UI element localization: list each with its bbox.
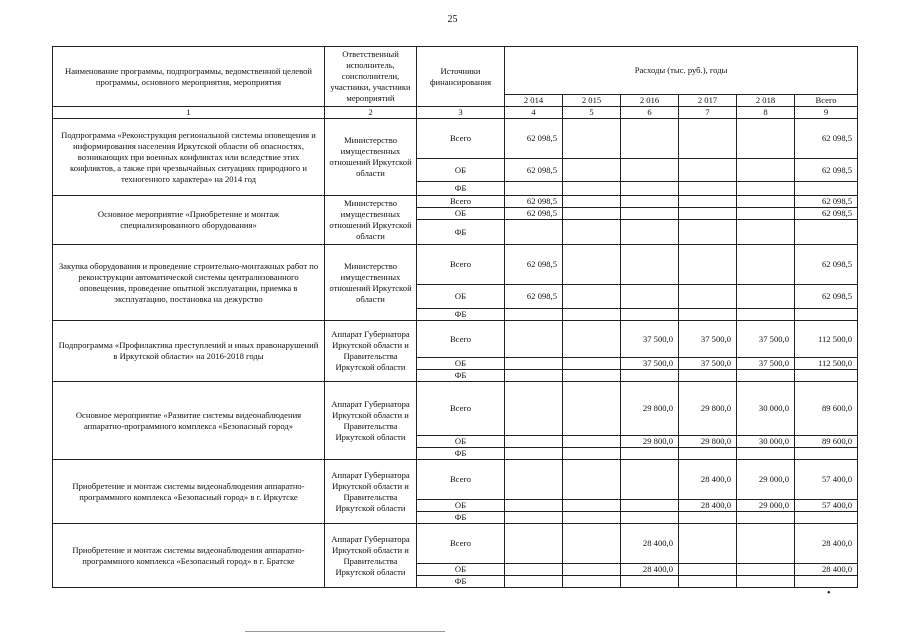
row-name: Приобретение и монтаж системы видеонаблюдения аппаратно-программного комплекса «Безопасный город» в г. Братске [53, 524, 325, 588]
row-year-value [505, 309, 563, 321]
row-name: Основное мероприятие «Приобретение и монтаж специализированного оборудования» [53, 196, 325, 245]
row-year-value [563, 512, 621, 524]
column-numbers-row [53, 107, 858, 119]
row-year-value [505, 500, 563, 512]
row-year-value [505, 321, 563, 358]
row-source: ОБ [417, 436, 505, 448]
header-responsible: Ответственный исполнитель, соисполнители, участники, участники мероприятий [325, 47, 417, 107]
row-responsible: Аппарат Губернатора Иркутской области и Правительства Иркутской области [325, 382, 417, 460]
row-year-value [737, 524, 795, 564]
row-year-value: 62 098,5 [505, 285, 563, 309]
row-name: Подпрограмма «Реконструкция региональной системы оповещения и информирования населения Иркутской области об опасностях, возникающих при военных конфликтах или вследствие этих конфликтов, а также при чрезвычайных ситуациях природного и техногенного характера» на 2014 год [53, 119, 325, 196]
row-responsible: Аппарат Губернатора Иркутской области и Правительства Иркутской области [325, 321, 417, 382]
row-year-value [563, 159, 621, 182]
row-year-value: 62 098,5 [505, 208, 563, 220]
row-year-value [621, 159, 679, 182]
scan-smudge [245, 631, 445, 632]
row-source: ОБ [417, 564, 505, 576]
row-total-value: 112 500,0 [795, 358, 858, 370]
row-year-value [621, 500, 679, 512]
row-year-value: 62 098,5 [505, 119, 563, 159]
row-source: ФБ [417, 512, 505, 524]
row-year-value [563, 309, 621, 321]
row-year-value [505, 448, 563, 460]
row-year-value [621, 309, 679, 321]
row-year-value [563, 524, 621, 564]
row-year-value [737, 448, 795, 460]
row-year-value [679, 512, 737, 524]
row-source: ОБ [417, 285, 505, 309]
row-year-value [737, 196, 795, 208]
row-year-value [621, 220, 679, 245]
row-year-value [621, 512, 679, 524]
row-source: ОБ [417, 500, 505, 512]
row-total-value [795, 220, 858, 245]
row-year-value [679, 448, 737, 460]
header-year: 2 018 [737, 95, 795, 107]
row-year-value [621, 460, 679, 500]
row-year-value [737, 564, 795, 576]
column-number: 7 [679, 107, 737, 119]
row-year-value: 37 500,0 [737, 321, 795, 358]
row-source: Всего [417, 196, 505, 208]
column-number: 8 [737, 107, 795, 119]
row-year-value: 37 500,0 [621, 358, 679, 370]
row-responsible: Аппарат Губернатора Иркутской области и Правительства Иркутской области [325, 524, 417, 588]
row-total-value: 62 098,5 [795, 285, 858, 309]
row-year-value [563, 285, 621, 309]
row-year-value: 29 800,0 [621, 382, 679, 436]
row-total-value [795, 512, 858, 524]
header-year: 2 015 [563, 95, 621, 107]
row-year-value: 62 098,5 [505, 245, 563, 285]
row-source: Всего [417, 460, 505, 500]
row-year-value [737, 182, 795, 196]
row-total-value [795, 370, 858, 382]
row-source: ФБ [417, 220, 505, 245]
row-year-value [563, 436, 621, 448]
row-year-value [505, 524, 563, 564]
row-year-value [563, 245, 621, 285]
table-row [53, 196, 858, 208]
row-year-value [679, 196, 737, 208]
row-responsible: Аппарат Губернатора Иркутской области и Правительства Иркутской области [325, 460, 417, 524]
header-expenses: Расходы (тыс. руб.), годы [505, 47, 858, 95]
row-total-value: 62 098,5 [795, 119, 858, 159]
row-year-value [563, 182, 621, 196]
row-year-value: 29 800,0 [679, 382, 737, 436]
row-year-value [505, 182, 563, 196]
table-row [53, 524, 858, 564]
row-source: Всего [417, 524, 505, 564]
column-number: 5 [563, 107, 621, 119]
row-year-value [505, 564, 563, 576]
row-year-value [505, 220, 563, 245]
row-year-value: 28 400,0 [679, 500, 737, 512]
row-year-value [563, 358, 621, 370]
table-row [53, 321, 858, 358]
row-year-value [563, 460, 621, 500]
row-year-value [737, 208, 795, 220]
row-total-value: 57 400,0 [795, 460, 858, 500]
row-year-value [505, 370, 563, 382]
row-source: ФБ [417, 309, 505, 321]
row-total-value [795, 448, 858, 460]
row-year-value [679, 524, 737, 564]
row-name: Приобретение и монтаж системы видеонаблюдения аппаратно-программного комплекса «Безопасный город» в г. Иркутске [53, 460, 325, 524]
row-responsible: Министерство имущественных отношений Иркутской области [325, 245, 417, 321]
row-year-value [737, 119, 795, 159]
row-responsible: Министерство имущественных отношений Иркутской области [325, 119, 417, 196]
column-number: 4 [505, 107, 563, 119]
header-name: Наименование программы, подпрограммы, ведомственной целевой программы, основного мероприятия, мероприятия [53, 47, 325, 107]
row-total-value [795, 182, 858, 196]
row-name: Подпрограмма «Профилактика преступлений и иных правонарушений в Иркутской области» на 2016-2018 годы [53, 321, 325, 382]
table-row [53, 119, 858, 159]
row-year-value [679, 285, 737, 309]
row-total-value [795, 576, 858, 588]
row-source: ОБ [417, 159, 505, 182]
header-sources: Источники финансирования [417, 47, 505, 107]
table-body [53, 119, 858, 588]
row-year-value [621, 576, 679, 588]
row-total-value: 57 400,0 [795, 500, 858, 512]
row-year-value [679, 208, 737, 220]
row-year-value [737, 309, 795, 321]
row-source: Всего [417, 382, 505, 436]
row-year-value: 37 500,0 [737, 358, 795, 370]
row-total-value: 89 600,0 [795, 382, 858, 436]
row-year-value: 37 500,0 [679, 358, 737, 370]
row-year-value [563, 321, 621, 358]
row-year-value: 28 400,0 [621, 524, 679, 564]
row-year-value [563, 382, 621, 436]
row-year-value [737, 512, 795, 524]
row-year-value [563, 220, 621, 245]
row-year-value [621, 370, 679, 382]
row-name: Основное мероприятие «Развитие системы видеонаблюдения аппаратно-программного комплекса «Безопасный город» [53, 382, 325, 460]
row-year-value [563, 500, 621, 512]
row-year-value [621, 285, 679, 309]
row-year-value [679, 159, 737, 182]
row-year-value [737, 370, 795, 382]
row-year-value [679, 119, 737, 159]
row-year-value [621, 119, 679, 159]
row-year-value [679, 220, 737, 245]
row-year-value: 29 000,0 [737, 460, 795, 500]
row-year-value [563, 448, 621, 460]
row-year-value [679, 182, 737, 196]
row-year-value [563, 208, 621, 220]
footer-mark: • [827, 588, 831, 599]
row-year-value [505, 512, 563, 524]
column-number: 9 [795, 107, 858, 119]
row-year-value: 28 400,0 [679, 460, 737, 500]
row-year-value [621, 196, 679, 208]
row-year-value: 30 000,0 [737, 382, 795, 436]
row-year-value: 62 098,5 [505, 159, 563, 182]
row-total-value: 28 400,0 [795, 564, 858, 576]
row-total-value: 62 098,5 [795, 196, 858, 208]
table-row [53, 382, 858, 436]
row-year-value [505, 358, 563, 370]
row-year-value [737, 576, 795, 588]
row-source: Всего [417, 119, 505, 159]
header-year: 2 017 [679, 95, 737, 107]
table-row [53, 460, 858, 500]
row-year-value [621, 208, 679, 220]
row-year-value [505, 460, 563, 500]
row-total-value: 62 098,5 [795, 245, 858, 285]
header-total: Всего [795, 95, 858, 107]
row-year-value: 29 800,0 [621, 436, 679, 448]
column-number: 1 [53, 107, 325, 119]
row-year-value [679, 309, 737, 321]
row-year-value [679, 564, 737, 576]
header-year: 2 016 [621, 95, 679, 107]
row-year-value [737, 245, 795, 285]
row-year-value [563, 370, 621, 382]
page-number: 25 [447, 14, 458, 25]
row-year-value [621, 448, 679, 460]
row-year-value: 29 800,0 [679, 436, 737, 448]
row-source: Всего [417, 245, 505, 285]
row-year-value: 37 500,0 [621, 321, 679, 358]
expenses-table [52, 46, 858, 588]
column-number: 6 [621, 107, 679, 119]
row-year-value: 28 400,0 [621, 564, 679, 576]
row-year-value [737, 220, 795, 245]
row-source: ФБ [417, 448, 505, 460]
row-source: ФБ [417, 182, 505, 196]
row-source: ОБ [417, 358, 505, 370]
row-year-value [563, 119, 621, 159]
row-year-value [679, 245, 737, 285]
row-responsible: Министерство имущественных отношений Иркутской области [325, 196, 417, 245]
row-year-value [621, 182, 679, 196]
row-source: ФБ [417, 576, 505, 588]
row-total-value: 62 098,5 [795, 208, 858, 220]
row-year-value: 62 098,5 [505, 196, 563, 208]
column-number: 2 [325, 107, 417, 119]
row-total-value: 62 098,5 [795, 159, 858, 182]
row-total-value: 112 500,0 [795, 321, 858, 358]
row-year-value [505, 382, 563, 436]
row-year-value [563, 196, 621, 208]
row-source: Всего [417, 321, 505, 358]
row-year-value: 30 000,0 [737, 436, 795, 448]
row-year-value [563, 564, 621, 576]
table-row [53, 245, 858, 285]
row-name: Закупка оборудования и проведение строительно-монтажных работ по реконструкции автоматической системы централизованного оповещения, проведение опытной эксплуатации, приемка в эксплуатацию, постановка на дежурство [53, 245, 325, 321]
row-total-value [795, 309, 858, 321]
row-year-value: 29 000,0 [737, 500, 795, 512]
row-source: ОБ [417, 208, 505, 220]
column-number: 3 [417, 107, 505, 119]
row-year-value [679, 576, 737, 588]
row-year-value [563, 576, 621, 588]
row-year-value: 37 500,0 [679, 321, 737, 358]
header-year: 2 014 [505, 95, 563, 107]
row-year-value [505, 436, 563, 448]
row-year-value [737, 285, 795, 309]
row-year-value [621, 245, 679, 285]
row-total-value: 28 400,0 [795, 524, 858, 564]
row-total-value: 89 600,0 [795, 436, 858, 448]
row-year-value [737, 159, 795, 182]
row-year-value [505, 576, 563, 588]
row-source: ФБ [417, 370, 505, 382]
row-year-value [679, 370, 737, 382]
